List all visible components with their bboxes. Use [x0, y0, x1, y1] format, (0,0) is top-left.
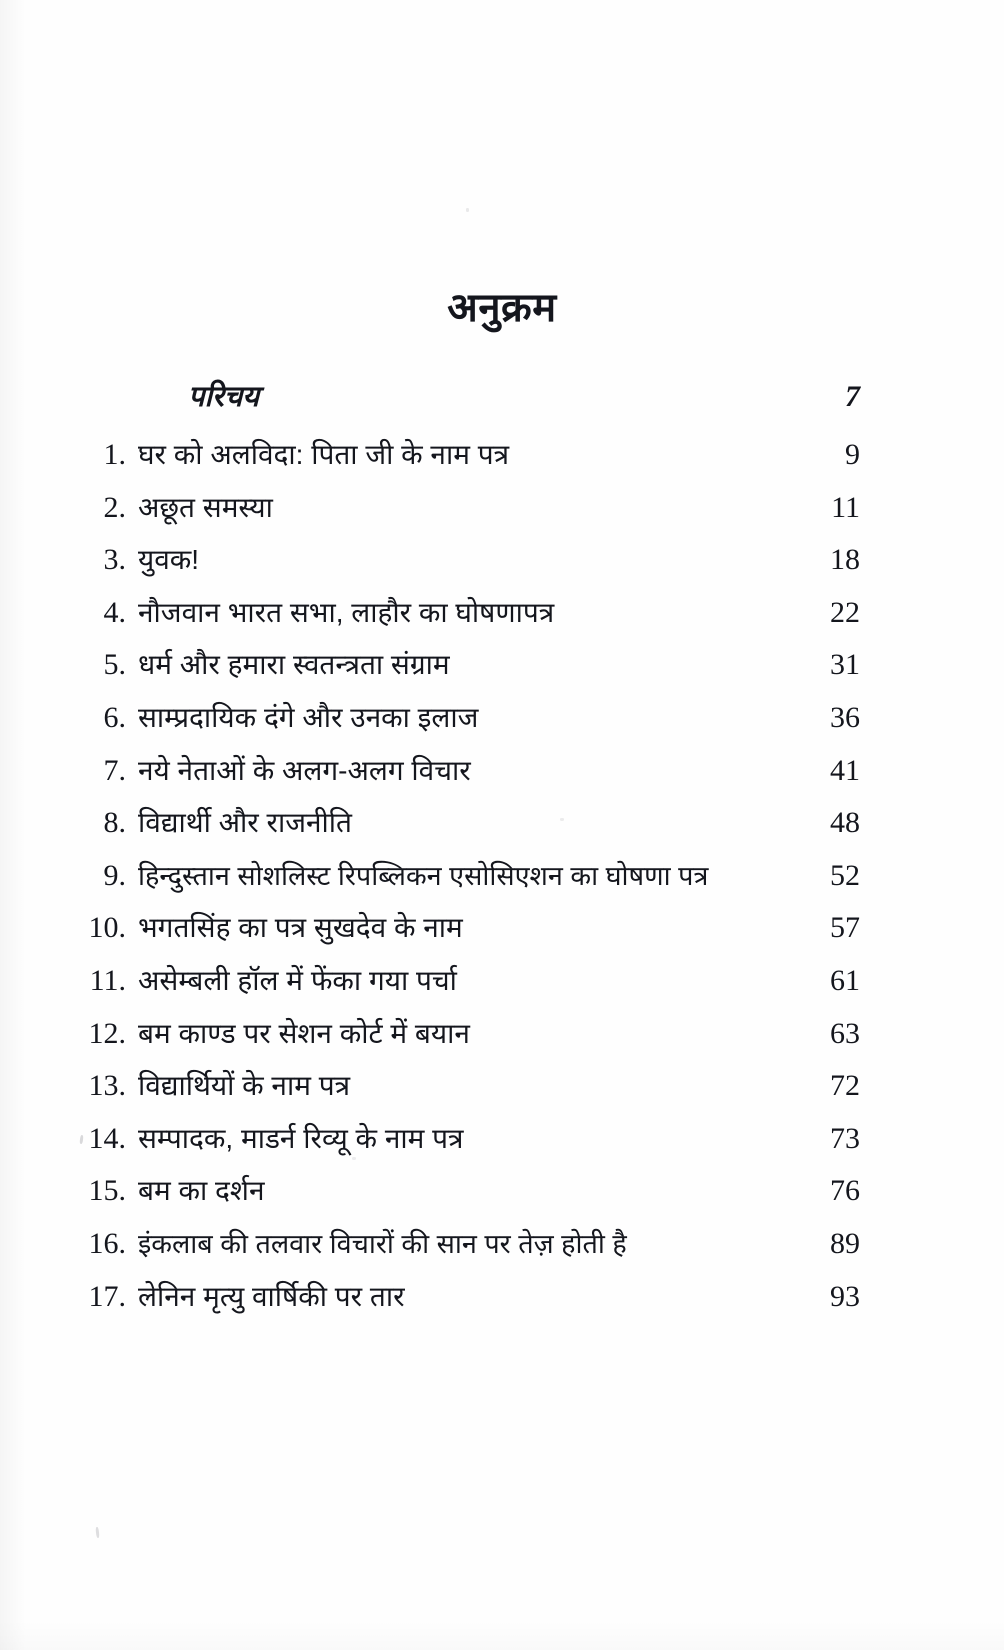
toc-entry-number: 15.: [88, 1174, 126, 1208]
toc-entry-number: 16.: [88, 1226, 126, 1260]
toc-entry-page-number: 41: [830, 753, 860, 787]
toc-entry-14[interactable]: [64, 1121, 860, 1177]
toc-entry-page-number: 72: [830, 1069, 860, 1103]
toc-entry-label: सम्पादक, माडर्न रिव्यू के नाम पत्र: [138, 1122, 464, 1154]
toc-entry-label: नये नेताओं के अलग-अलग विचार: [138, 754, 471, 786]
toc-entry-label: अछूत समस्या: [138, 491, 273, 523]
toc-entry-page-number: 11: [831, 490, 860, 524]
scan-edge-shadow-left: [0, 0, 26, 1650]
toc-entry-label: साम्प्रदायिक दंगे और उनका इलाज: [138, 701, 479, 733]
toc-entry-9[interactable]: [64, 858, 860, 914]
toc-entry-number: 5.: [103, 648, 126, 682]
toc-entry-label: विद्यार्थी और राजनीति: [138, 807, 352, 839]
toc-entry-page-number: 89: [830, 1226, 860, 1260]
toc-entry-page-number: 48: [830, 806, 860, 840]
toc-entry-label: भगतसिंह का पत्र सुखदेव के नाम: [138, 912, 463, 944]
toc-entry-intro[interactable]: [64, 382, 860, 440]
toc-entry-5[interactable]: [64, 650, 860, 703]
toc-entry-page-number: 36: [830, 700, 860, 734]
toc-entry-11[interactable]: [64, 963, 860, 1019]
toc-entry-15[interactable]: [64, 1176, 860, 1229]
toc-entry-16[interactable]: [64, 1226, 860, 1282]
toc-entry-number: 2.: [103, 490, 126, 524]
toc-entry-12[interactable]: [64, 1016, 860, 1072]
toc-entry-number: 8.: [103, 806, 126, 840]
toc-entry-13[interactable]: [64, 1071, 860, 1124]
toc-entry-number: 7.: [103, 753, 126, 787]
toc-entry-number: 6.: [103, 700, 126, 734]
toc-entry-page-number: 57: [830, 911, 860, 945]
toc-entry-number: 17.: [88, 1279, 126, 1313]
toc-entry-2[interactable]: [64, 490, 860, 546]
toc-entry-page-number: 22: [830, 595, 860, 629]
toc-entry-label: नौजवान भारत सभा, लाहौर का घोषणापत्र: [138, 596, 555, 628]
toc-entry-10[interactable]: [64, 913, 860, 966]
toc-entry-8[interactable]: [64, 808, 860, 861]
toc-entry-page-number: 73: [830, 1121, 860, 1155]
toc-entry-7[interactable]: [64, 753, 860, 809]
toc-entry-page-number: 61: [830, 963, 860, 997]
toc-entry-number: 3.: [103, 543, 126, 577]
toc-entry-label: बम का दर्शन: [138, 1175, 265, 1207]
toc-entry-label: लेनिन मृत्यु वार्षिकी पर तार: [138, 1280, 405, 1312]
toc-entry-label: परिचय: [188, 381, 260, 413]
toc-entry-label: इंकलाब की तलवार विचारों की सान पर तेज़ होती है: [138, 1228, 627, 1259]
toc-entry-number: 12.: [88, 1016, 126, 1050]
toc-entry-page-number: 76: [830, 1174, 860, 1208]
toc-entry-number: 14.: [88, 1121, 126, 1155]
toc-entry-3[interactable]: [64, 545, 860, 598]
toc-entry-label: विद्यार्थियों के नाम पत्र: [138, 1070, 351, 1102]
page-title: अनुक्रम: [447, 286, 557, 330]
toc-entry-number: 9.: [103, 858, 126, 892]
toc-entry-6[interactable]: [64, 700, 860, 756]
toc-entry-page-number: 7: [845, 380, 860, 413]
toc-entry-1[interactable]: [64, 440, 860, 493]
toc-entry-label: युवक!: [138, 544, 200, 576]
toc-entry-label: हिन्दुस्तान सोशलिस्ट रिपब्लिकन एसोसिएशन का घोषणा पत्र: [138, 860, 709, 891]
toc-entry-page-number: 52: [830, 858, 860, 892]
toc-entry-page-number: 63: [830, 1016, 860, 1050]
scan-speck: [466, 208, 469, 212]
toc-entry-label: धर्म और हमारा स्वतन्त्रता संग्राम: [138, 649, 450, 681]
toc-entry-page-number: 9: [845, 438, 860, 471]
table-of-contents: [64, 382, 860, 1334]
toc-entry-page-number: 18: [830, 543, 860, 577]
toc-entry-page-number: 31: [830, 648, 860, 682]
toc-entry-number: 1.: [103, 438, 126, 471]
scan-speck: [95, 1527, 99, 1538]
scan-edge-shadow-bottom: [0, 1620, 1004, 1650]
toc-entry-number: 4.: [103, 595, 126, 629]
toc-entry-page-number: 93: [830, 1279, 860, 1313]
toc-entry-label: असेम्बली हॉल में फेंका गया पर्चा: [138, 964, 457, 996]
toc-entry-label: घर को अलविदा: पिता जी के नाम पत्र: [138, 439, 510, 470]
toc-entry-4[interactable]: [64, 595, 860, 651]
toc-entry-number: 13.: [88, 1069, 126, 1103]
toc-entry-17[interactable]: [64, 1279, 860, 1335]
toc-entry-number: 10.: [88, 911, 126, 945]
toc-entry-label: बम काण्ड पर सेशन कोर्ट में बयान: [138, 1017, 470, 1049]
toc-entry-number: 11.: [89, 963, 126, 997]
